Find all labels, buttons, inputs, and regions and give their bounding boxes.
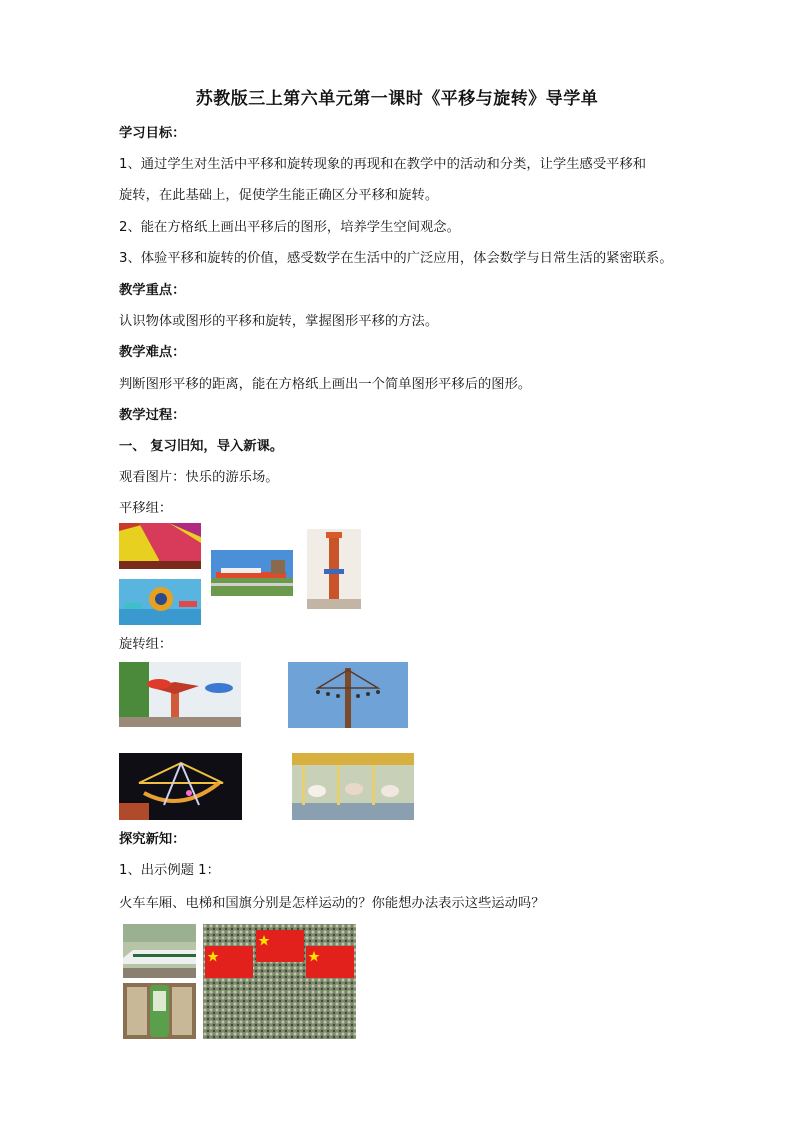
objective-2: 2、能在方格纸上画出平移后的图形，培养学生空间观念。 bbox=[119, 220, 460, 235]
carousel-photo bbox=[292, 753, 414, 820]
difficulties-text: 判断图形平移的距离，能在方格纸上画出一个简单图形平移后的图形。 bbox=[119, 377, 532, 392]
flag-raising-photo bbox=[203, 924, 356, 1039]
rotation-group-label: 旋转组： bbox=[119, 637, 173, 652]
objective-1-line-2: 旋转，在此基础上，促使学生能正确区分平移和旋转。 bbox=[119, 188, 439, 203]
drop-tower-photo bbox=[307, 529, 361, 609]
pirate-ship-photo bbox=[119, 753, 242, 820]
objective-3: 3、体验平移和旋转的价值，感受数学在生活中的广泛应用，体会数学与日常生活的紧密联系。 bbox=[119, 251, 673, 266]
difficulties-heading: 教学难点： bbox=[119, 345, 186, 360]
watch-pictures-text: 观看图片：快乐的游乐场。 bbox=[119, 470, 279, 485]
explore-heading: 探究新知： bbox=[119, 832, 186, 847]
train-photo bbox=[123, 924, 196, 978]
train-ride-photo bbox=[211, 550, 293, 596]
key-points-text: 认识物体或图形的平移和旋转，掌握图形平移的方法。 bbox=[119, 314, 439, 329]
question-text: 火车车厢、电梯和国旗分别是怎样运动的？你能想办法表示这些运动吗？ bbox=[119, 896, 545, 911]
objective-1-line-1: 1、通过学生对生活中平移和旋转现象的再现和在教学中的活动和分类，让学生感受平移和 bbox=[119, 157, 647, 172]
chair-swing-photo bbox=[288, 662, 408, 728]
process-heading: 教学过程： bbox=[119, 408, 186, 423]
step-1-heading: 一、 复习旧知，导入新课。 bbox=[119, 439, 284, 454]
example-1-label: 1、出示例题 1： bbox=[119, 863, 220, 878]
translation-group-label: 平移组： bbox=[119, 501, 173, 516]
elevator-photo bbox=[123, 983, 196, 1039]
objectives-heading: 学习目标： bbox=[119, 126, 186, 141]
page-title: 苏教版三上第六单元第一课时《平移与旋转》导学单 bbox=[195, 89, 599, 109]
pool-slide-photo bbox=[119, 579, 201, 625]
swing-ride-photo bbox=[119, 662, 241, 727]
water-slide-photo bbox=[119, 523, 201, 569]
key-points-heading: 教学重点： bbox=[119, 283, 186, 298]
